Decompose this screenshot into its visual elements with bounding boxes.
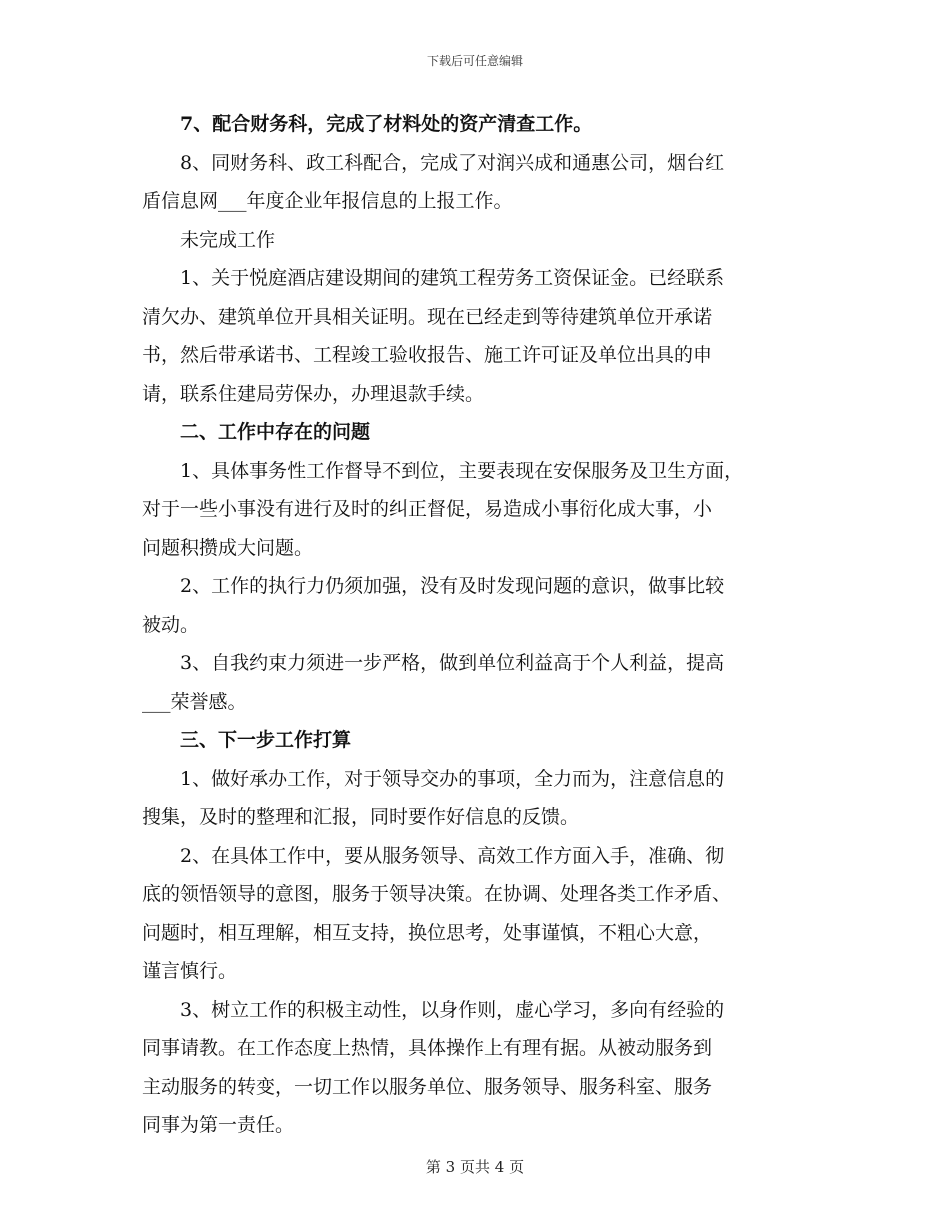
text-line: 3、树立工作的积极主动性，以身作则，虚心学习，多向有经验的 (180, 998, 725, 1021)
text-line: 1、做好承办工作，对于领导交办的事项，全力而为，注意信息的 (180, 767, 725, 790)
text-line: 同事请教。在工作态度上热情，具体操作上有理有据。从被动服务到 (142, 1037, 713, 1059)
text-line: 书，然后带承诺书、工程竣工验收报告、施工许可证及单位出具的申 (142, 344, 713, 366)
paragraph-q1 (142, 452, 812, 568)
paragraph-n2 (142, 837, 812, 991)
paragraph-n3 (142, 991, 812, 1145)
text-line: 清欠办、建筑单位开具相关证明。现在已经走到等待建筑单位开承诺 (142, 305, 713, 328)
section-heading-p7 (142, 105, 812, 144)
paragraph-q3 (142, 644, 812, 721)
text-line: 未完成工作 (180, 228, 276, 251)
paragraph-q2 (142, 567, 812, 644)
page-footer: 第 3 页共 4 页 (425, 1158, 525, 1176)
text-line: 谨言慎行。 (142, 960, 238, 982)
paragraph-u1 (142, 259, 812, 413)
text-line: 问题时，相互理解，相互支持，换位思考，处事谨慎，不粗心大意， (142, 921, 713, 944)
paragraph-unfinished (142, 221, 812, 260)
page-header: 下载后可任意编辑 (426, 54, 523, 68)
paragraph-p8 (142, 144, 812, 221)
text-line: 二、工作中存在的问题 (180, 421, 371, 443)
text-line: 1、具体事务性工作督导不到位，主要表现在安保服务及卫生方面， (180, 459, 744, 482)
text-line: 1、关于悦庭酒店建设期间的建筑工程劳务工资保证金。已经联系 (180, 267, 725, 289)
text-line: 2、工作的执行力仍须加强，没有及时发现问题的意识，做事比较 (180, 575, 725, 597)
text-line: 盾信息网___年度企业年报信息的上报工作。 (142, 190, 513, 212)
paragraph-n1 (142, 760, 812, 837)
text-line: 搜集，及时的整理和汇报，同时要作好信息的反馈。 (142, 806, 580, 828)
document-body (142, 105, 812, 1145)
text-line: 8、同财务科、政工科配合，完成了对润兴成和通惠公司，烟台红 (180, 151, 725, 174)
text-line: 主动服务的转变，一切工作以服务单位、服务领导、服务科室、服务 (142, 1075, 713, 1098)
text-line: 请，联系住建局劳保办，办理退款手续。 (142, 382, 485, 405)
text-line: 三、下一步工作打算 (180, 729, 352, 751)
text-line: 同事为第一责任。 (142, 1114, 295, 1136)
text-line: 对于一些小事没有进行及时的纠正督促，易造成小事衍化成大事，小 (142, 498, 713, 520)
text-line: ___荣誉感。 (142, 690, 247, 713)
section-heading-h2 (142, 413, 812, 452)
text-line: 2、在具体工作中，要从服务领导、高效工作方面入手，准确、彻 (180, 844, 725, 867)
section-heading-h3 (142, 721, 812, 760)
text-line: 7、配合财务科，完成了材料处的资产清查工作。 (180, 113, 593, 135)
text-line: 3、自我约束力须进一步严格，做到单位利益高于个人利益，提高 (180, 652, 725, 674)
text-line: 被动。 (142, 613, 200, 636)
text-line: 底的领悟领导的意图，服务于领导决策。在协调、处理各类工作矛盾、 (142, 883, 732, 905)
text-line: 问题积攒成大问题。 (142, 536, 314, 559)
